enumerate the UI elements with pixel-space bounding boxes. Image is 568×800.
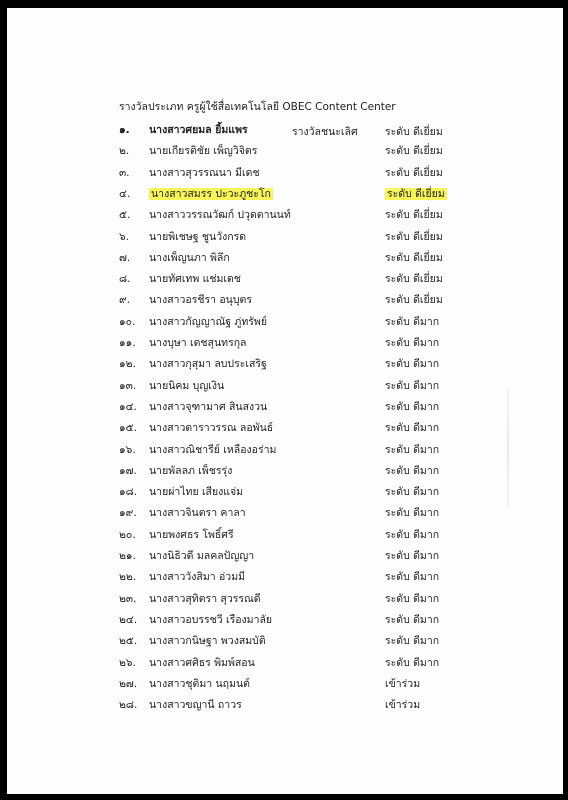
award-level: ระดับ ดีเยี่ยม — [385, 166, 443, 179]
list-item — [7, 206, 563, 224]
awardee-name: นางสาววังสิมา อ่วมมี — [149, 571, 246, 584]
list-item — [7, 142, 563, 160]
list-item — [7, 696, 563, 714]
list-item — [7, 228, 563, 246]
list-item — [7, 377, 563, 395]
award-level: ระดับ ดีมาก — [385, 528, 440, 541]
item-number: ๘. — [119, 273, 131, 286]
awardee-name: นางสาวชุติมา นฤมนต์ — [149, 677, 250, 690]
award-level: ระดับ ดีมาก — [385, 550, 440, 562]
award-level: ระดับ ดีมาก — [385, 400, 440, 413]
awardee-name: นางสาวสมรร ปะวะภูชะโก — [151, 187, 271, 200]
item-number: ๒๕. — [119, 635, 138, 648]
list-item — [7, 334, 563, 352]
award-level: เข้าร่วม — [385, 699, 421, 712]
award-level: ระดับ ดีเยี่ยม — [385, 145, 443, 158]
item-number: ๑๙. — [119, 507, 137, 520]
list-item — [7, 462, 563, 480]
item-number: ๒๑. — [119, 550, 136, 562]
list-item — [7, 611, 563, 629]
awardee-name: นางสาวศยมล ยิ้มแพร — [149, 124, 248, 136]
awardee-name: นางสาวกุสุมา ลบประเสริฐ — [149, 358, 267, 371]
awardee-name: นายนิคม บุญเงิน — [149, 379, 225, 392]
list-item — [7, 185, 563, 203]
column-header-level: ระดับ ดีเยี่ยม — [385, 126, 443, 138]
award-level: ระดับ ดีเยี่ยม — [385, 209, 443, 222]
awardee-name: นางสาวจุฑามาศ สินสงวน — [149, 400, 268, 413]
award-level: ระดับ ดีมาก — [385, 315, 440, 328]
award-level: ระดับ ดีมาก — [385, 571, 440, 584]
award-level: ระดับ ดีมาก — [385, 443, 440, 456]
awardee-name: นายพิเชษฐ ชูนวังกรด — [149, 230, 247, 243]
awardee-name: นางสาวณิชารีย์ เหลืองอร่าม — [149, 443, 277, 456]
item-number: ๑. — [119, 124, 130, 136]
list-item — [7, 568, 563, 586]
item-number: ๒๓. — [119, 592, 137, 605]
item-number: ๔. — [119, 187, 131, 200]
awardee-name: นางนิธิวดี มลคลปัญญา — [149, 550, 255, 562]
item-number: ๓. — [119, 166, 130, 179]
awardee-name: นางสาวจินตรา คาลา — [149, 507, 246, 520]
award-level: ระดับ ดีมาก — [385, 486, 440, 499]
award-level: ระดับ ดีมาก — [385, 656, 440, 669]
item-number: ๑๒. — [119, 358, 136, 371]
awardee-name: นางสาวขญานี ถาวร — [149, 699, 242, 712]
list-item — [7, 291, 563, 309]
item-number: ๑๔. — [119, 400, 137, 413]
item-number: ๖. — [119, 230, 130, 243]
awardee-name: นางบุษา เดชสุนทรกุล — [149, 337, 247, 349]
list-item — [7, 547, 563, 565]
list-item — [7, 590, 563, 608]
awardee-name: นายทัศเทพ แช่มเดช — [149, 273, 241, 286]
item-number: ๑๓. — [119, 379, 137, 392]
list-item — [7, 355, 563, 373]
item-number: ๑๘. — [119, 486, 138, 499]
item-number: ๒. — [119, 145, 130, 158]
item-number: ๑๗. — [119, 464, 137, 477]
list-item — [7, 313, 563, 331]
award-level: ระดับ ดีมาก — [385, 337, 440, 349]
list-item — [7, 249, 563, 267]
document-page — [7, 8, 563, 794]
award-level: ระดับ ดีเยี่ยม — [385, 230, 443, 243]
awardee-name: นายพงศธร โพธิ์ศรี — [149, 528, 234, 541]
award-level: ระดับ ดีมาก — [385, 613, 440, 626]
item-number: ๙. — [119, 294, 131, 307]
list-item — [7, 270, 563, 288]
award-level: ระดับ ดีมาก — [385, 635, 440, 648]
item-number: ๑๐. — [119, 315, 136, 328]
item-number: ๒๒. — [119, 571, 137, 584]
awardee-name: นายผ่าไทย เสียงแจ่ม — [149, 486, 244, 499]
award-level: เข้าร่วม — [385, 677, 421, 690]
awardee-name: นางสาวอบรรชวี เรืองมาลัย — [149, 613, 273, 626]
award-level: ระดับ ดีเยี่ยม — [385, 294, 443, 307]
document-title: รางวัลประเภท ครูผู้ใช้สื่อเทคโนโลยี OBEC Content Center — [119, 101, 396, 113]
list-item — [7, 632, 563, 650]
award-level: ระดับ ดีเยี่ยม — [385, 251, 443, 264]
award-level: ระดับ ดีมาก — [385, 379, 440, 392]
awardee-name: นางสาวดาราวรรณ ลอพันธ์ — [149, 422, 274, 435]
awardee-name: นางสาวอรชีรา อนุบุตร — [149, 294, 252, 307]
list-item — [7, 504, 563, 522]
list-item — [7, 121, 563, 139]
awardee-name: นางเพ็ญนภา พิลึก — [149, 251, 230, 264]
column-header-award: รางวัลชนะเลิศ — [292, 126, 358, 138]
item-number: ๑๖. — [119, 443, 136, 456]
list-item — [7, 419, 563, 437]
award-level: ระดับ ดีมาก — [385, 592, 440, 605]
item-number: ๒๔. — [119, 613, 138, 626]
item-number: ๑๕. — [119, 422, 137, 435]
item-number: ๒๗. — [119, 677, 138, 690]
award-level: ระดับ ดีเยี่ยม — [387, 187, 445, 200]
awardee-name: นางสาววรรณวัฒก์ ปวุดตานนท์ — [149, 209, 291, 222]
awardee-name: นางสาวสุวรรณนา มีเดช — [149, 166, 260, 179]
award-level: ระดับ ดีมาก — [385, 464, 440, 477]
item-number: ๗. — [119, 251, 131, 264]
list-item — [7, 526, 563, 544]
item-number: ๒๘. — [119, 699, 138, 712]
awardee-name: นางสาวกัญญาณัฐ ภู่ทรัพย์ — [149, 315, 267, 328]
list-item — [7, 164, 563, 182]
list-item — [7, 441, 563, 459]
item-number: ๒๖. — [119, 656, 136, 669]
awardee-name: นายเกียรติชัย เพ็ญวิจิตร — [149, 145, 258, 158]
item-number: ๒๐. — [119, 528, 136, 541]
list-item — [7, 675, 563, 693]
list-item — [7, 398, 563, 416]
item-number: ๕. — [119, 209, 131, 222]
list-item — [7, 483, 563, 501]
award-level: ระดับ ดีมาก — [385, 507, 440, 520]
award-level: ระดับ ดีมาก — [385, 422, 440, 435]
awardee-name: นางสาวสุทิตรา สุวรรณดี — [149, 592, 261, 605]
award-level: ระดับ ดีมาก — [385, 358, 440, 371]
award-level: ระดับ ดีเยี่ยม — [385, 273, 443, 286]
awardee-name: นายพัลลภ เพ็ชรรุ่ง — [149, 464, 233, 477]
awardee-name: นางสาวกนิษฐา พวงสมบัติ — [149, 635, 266, 648]
list-item — [7, 654, 563, 672]
awardee-name: นางสาวศศิธร พิมพ์สอน — [149, 656, 255, 669]
item-number: ๑๑. — [119, 337, 136, 349]
